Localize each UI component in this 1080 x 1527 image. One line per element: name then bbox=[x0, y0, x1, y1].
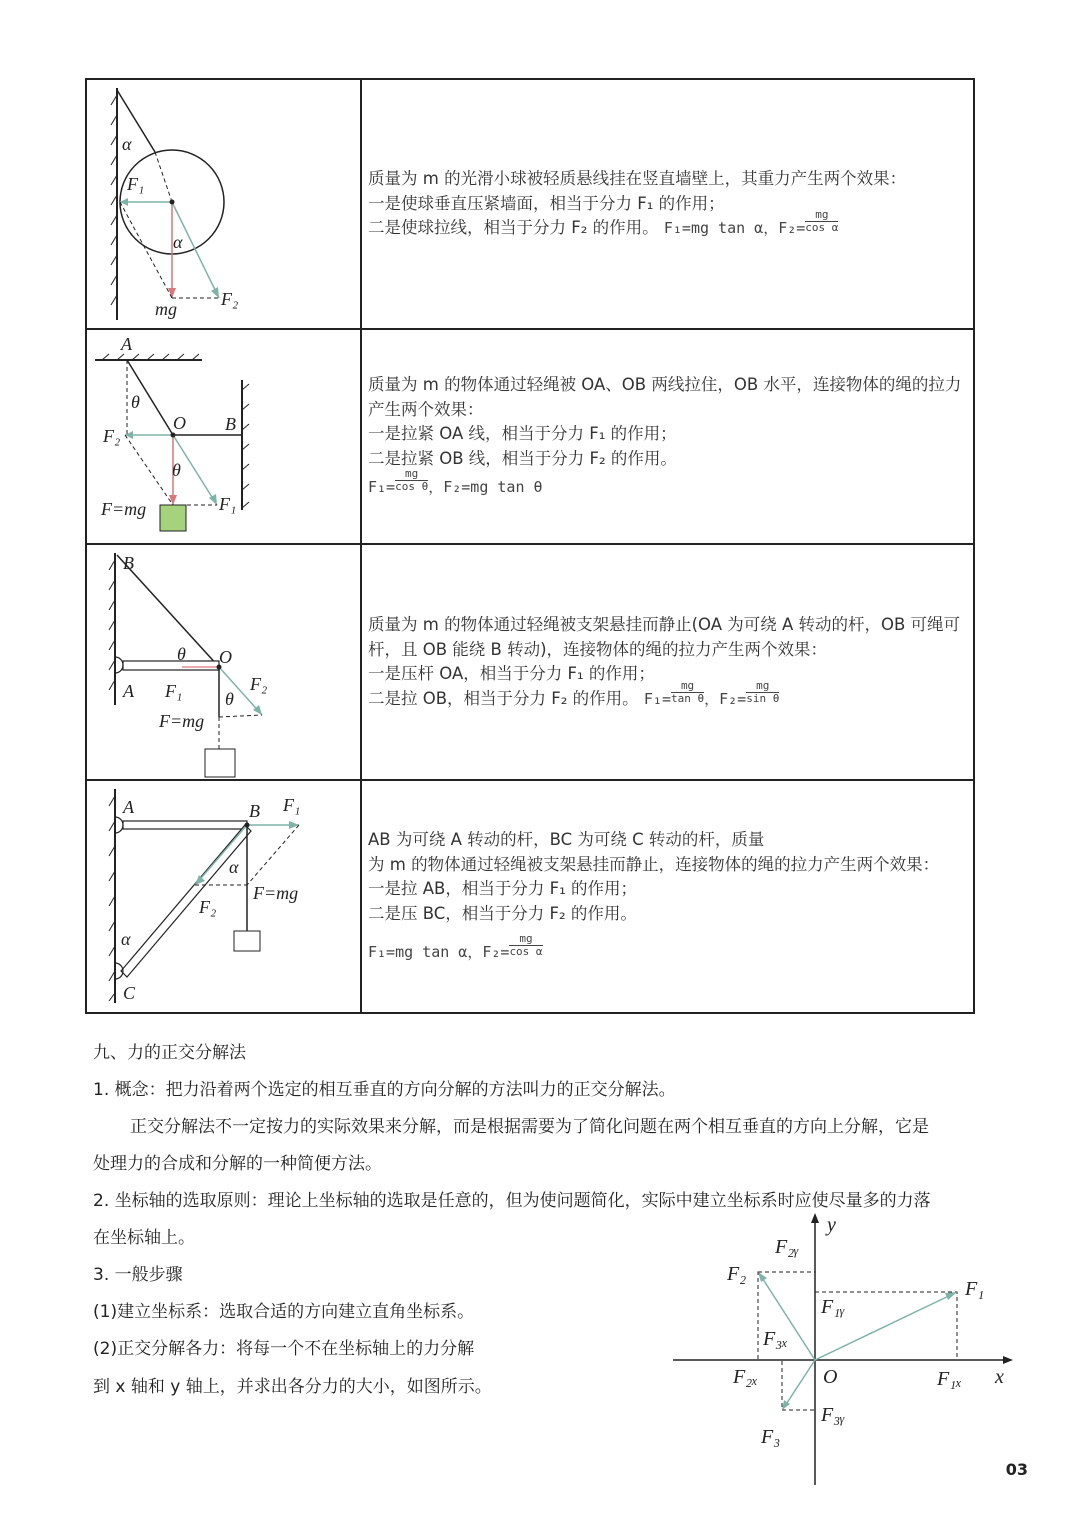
formula-text: F₁=mg tan α，F₂= bbox=[663, 219, 806, 238]
f2-label: F₂ bbox=[727, 1263, 747, 1285]
paragraph: 1. 概念：把力沿着两个选定的相互垂直的方向分解的方法叫力的正交分解法。 bbox=[93, 1080, 676, 1100]
fraction-denominator: cos α bbox=[509, 945, 543, 959]
b-label: B bbox=[249, 801, 260, 821]
fraction-denominator: tan θ bbox=[671, 691, 705, 705]
description-line: 一是使球垂直压紧墙面，相当于分力 F₁ 的作用； bbox=[368, 193, 725, 213]
formula bbox=[643, 678, 780, 708]
description-line: AB 为可绕 A 转动的杆，BC 为可绕 C 转动的杆，质量 bbox=[368, 830, 765, 850]
formula-text: F₁= bbox=[643, 689, 671, 708]
two-rope-diagram bbox=[87, 330, 360, 543]
f1-label: F₁ bbox=[127, 174, 145, 194]
o-label: O bbox=[173, 413, 186, 433]
paragraph: 正交分解法不一定按力的实际效果来分解，而是根据需要为了简化问题在两个相互垂直的方向上分解，它是 bbox=[130, 1117, 929, 1137]
description-text: 二是使球拉线，相当于分力 F₂ 的作用。 bbox=[368, 218, 659, 238]
f1-label: F₁ bbox=[219, 494, 237, 514]
description-cell bbox=[368, 781, 969, 1012]
description-text: 二是拉 OB，相当于分力 F₂ 的作用。 bbox=[368, 688, 639, 708]
f1-label: F₁ bbox=[283, 795, 301, 815]
alpha-label: α bbox=[229, 857, 239, 877]
description-line: 二是拉紧 OB 线，相当于分力 F₂ 的作用。 bbox=[368, 448, 677, 468]
description-line: 一是拉紧 OA 线，相当于分力 F₁ 的作用； bbox=[368, 424, 677, 444]
table-row bbox=[87, 330, 973, 545]
table-row bbox=[87, 80, 973, 330]
table-row bbox=[87, 781, 973, 1012]
fraction-numerator: mg bbox=[509, 933, 542, 946]
fraction-denominator: sin θ bbox=[746, 691, 780, 705]
paragraph: 处理力的合成和分解的一种简便方法。 bbox=[93, 1154, 382, 1174]
two-rod-diagram bbox=[87, 781, 360, 1010]
description-line bbox=[368, 208, 969, 241]
b-label: B bbox=[123, 553, 134, 573]
description-line: 质量为 m 的光滑小球被轻质悬线挂在竖直墙壁上，其重力产生两个效果： bbox=[368, 169, 907, 189]
description-cell bbox=[368, 545, 969, 779]
theta-label: θ bbox=[177, 644, 186, 664]
theta-label: θ bbox=[131, 392, 140, 412]
formula-text: F₁=mg tan α，F₂= bbox=[368, 943, 510, 962]
fmg-label: F=mg bbox=[159, 711, 205, 731]
fraction-numerator: mg bbox=[395, 468, 428, 481]
c-label: C bbox=[123, 983, 136, 1003]
f1x-label: F₁ₓ bbox=[937, 1368, 962, 1390]
a-label: A bbox=[121, 334, 132, 354]
bracket-diagram bbox=[87, 545, 360, 779]
force-decomposition-table bbox=[85, 78, 975, 1014]
x-axis-label: x bbox=[995, 1366, 1004, 1388]
fraction-denominator: cos α bbox=[805, 221, 839, 235]
page-number: 03 bbox=[1005, 1460, 1028, 1479]
f2-label: F₂ bbox=[250, 674, 268, 694]
a-label: A bbox=[123, 681, 134, 701]
description-cell bbox=[368, 80, 969, 328]
fraction bbox=[805, 209, 838, 234]
two-rope-figure bbox=[87, 330, 362, 543]
f1-label: F₁ bbox=[965, 1278, 985, 1300]
description-cell bbox=[368, 330, 969, 543]
fraction-numerator: mg bbox=[805, 209, 838, 222]
description-line: 为 m 的物体通过轻绳被支架悬挂而静止，连接物体的绳的拉力产生两个效果： bbox=[368, 854, 940, 874]
formula bbox=[368, 467, 969, 500]
description-line: 一是压杆 OA，相当于分力 F₁ 的作用； bbox=[368, 664, 655, 683]
paragraph: (1)建立坐标系：选取合适的方向建立直角坐标系。 bbox=[93, 1302, 475, 1322]
fraction bbox=[395, 468, 428, 493]
f3y-label: F₃ᵧ bbox=[821, 1404, 845, 1426]
description-line bbox=[368, 678, 969, 712]
section-title: 九、力的正交分解法 bbox=[93, 1043, 246, 1063]
table-row bbox=[87, 545, 973, 781]
f1y-label: F₁ᵧ bbox=[821, 1296, 845, 1318]
paragraph: 2. 坐标轴的选取原则：理论上坐标轴的选取是任意的，但为使问题简化，实际中建立坐标系时应使尽量多的力落 bbox=[93, 1191, 931, 1211]
f2-label: F₂ bbox=[199, 897, 217, 917]
o-label: O bbox=[219, 647, 232, 667]
fmg-label: F=mg bbox=[101, 499, 147, 519]
b-label: B bbox=[225, 414, 236, 434]
theta-label: θ bbox=[225, 689, 234, 709]
f2y-label: F₂ᵧ bbox=[775, 1236, 799, 1258]
description-line: 质量为 m 的物体通过轻绳被 OA、OB 两线拉住，OB 水平，连接物体的绳的拉力产生两个效果： bbox=[368, 375, 962, 419]
fraction-numerator: mg bbox=[671, 680, 704, 693]
f2-label: F₂ bbox=[103, 426, 121, 446]
formula bbox=[663, 208, 839, 238]
fraction-denominator: cos θ bbox=[395, 480, 429, 494]
paragraph: 在坐标轴上。 bbox=[93, 1228, 195, 1248]
formula bbox=[368, 932, 969, 965]
alpha-label: α bbox=[122, 134, 132, 154]
orthogonal-decomposition-figure bbox=[665, 1205, 1025, 1490]
fraction-numerator: mg bbox=[746, 680, 779, 693]
alpha-label: α bbox=[173, 232, 183, 252]
f2x-label: F₂ₓ bbox=[733, 1366, 758, 1388]
fraction bbox=[671, 680, 704, 705]
alpha-label: α bbox=[121, 929, 131, 949]
paragraph: (2)正交分解各力：将每一个不在坐标轴上的力分解 bbox=[93, 1339, 475, 1359]
fmg-label: F=mg bbox=[253, 883, 299, 903]
description-line: 一是拉 AB，相当于分力 F₁ 的作用； bbox=[368, 879, 637, 899]
bracket-figure bbox=[87, 545, 362, 779]
origin-label: O bbox=[823, 1366, 838, 1388]
formula-text: ，F₂=mg tan θ bbox=[428, 478, 543, 497]
two-rod-figure bbox=[87, 781, 362, 1012]
f2-label: F₂ bbox=[221, 289, 239, 309]
fraction bbox=[746, 680, 779, 705]
ball-on-wall-figure bbox=[87, 80, 362, 328]
y-axis-label: y bbox=[827, 1214, 836, 1236]
formula-text: F₁= bbox=[368, 478, 396, 497]
formula-text: ，F₂= bbox=[704, 689, 747, 708]
theta-label: θ bbox=[172, 460, 181, 480]
description-line: 二是压 BC，相当于分力 F₂ 的作用。 bbox=[368, 903, 637, 923]
ball-on-wall-diagram bbox=[87, 80, 360, 328]
f3x-label: F₃ₓ bbox=[763, 1328, 788, 1350]
mg-label: mg bbox=[155, 299, 177, 319]
fraction bbox=[509, 933, 542, 958]
a-label: A bbox=[123, 797, 134, 817]
f3-label: F₃ bbox=[761, 1426, 781, 1448]
paragraph: 3. 一般步骤 bbox=[93, 1265, 183, 1285]
paragraph: 到 x 轴和 y 轴上，并求出各分力的大小，如图所示。 bbox=[93, 1377, 492, 1397]
description-line: 质量为 m 的物体通过轻绳被支架悬挂而静止(OA 为可绕 A 转动的杆，OB 可绳可杆，且 OB 能绕 B 转动)，连接物体的绳的拉力产生两个效果： bbox=[368, 615, 961, 659]
f1-label: F₁ bbox=[165, 681, 183, 701]
